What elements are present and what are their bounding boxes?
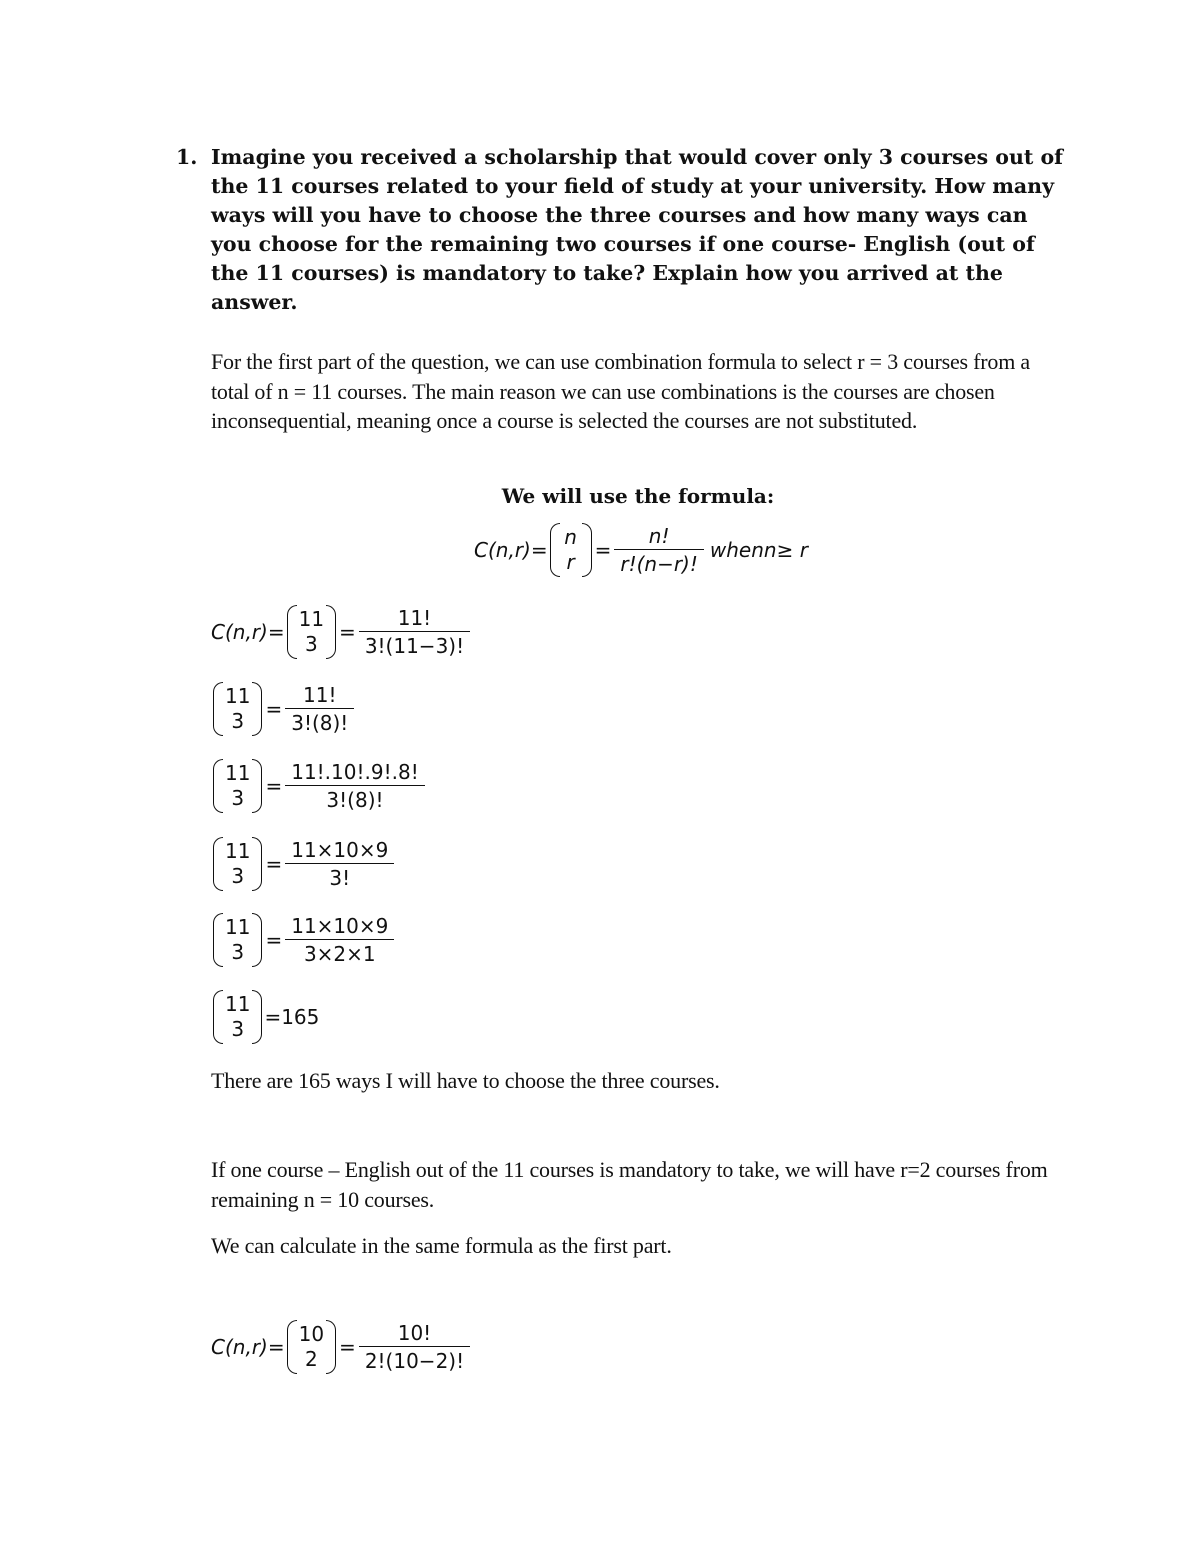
same-formula-paragraph: We can calculate in the same formula as the first part. xyxy=(211,1233,672,1258)
fraction-denominator: 2!(10−2)! xyxy=(364,1349,465,1373)
formula-lhs: C(n,r)= xyxy=(211,1335,285,1359)
fraction-numerator: 11! xyxy=(397,606,432,630)
fraction-numerator: 11!.10!.9!.8! xyxy=(291,760,419,784)
fraction xyxy=(285,838,394,890)
equals-sign: = xyxy=(339,620,356,644)
fraction-numerator: 10! xyxy=(397,1321,432,1345)
binomial xyxy=(287,1320,336,1374)
binom-bottom: 3 xyxy=(231,1017,245,1041)
binom-top: 11 xyxy=(225,839,251,863)
binom-top: 10 xyxy=(298,1322,325,1346)
binom-top: 11 xyxy=(298,607,325,631)
equals-sign: = xyxy=(339,1335,356,1359)
binom-bottom: 3 xyxy=(231,940,245,964)
fraction-denominator: 3×2×1 xyxy=(303,942,376,966)
binomial xyxy=(213,990,262,1044)
equals-sign: = xyxy=(594,538,612,562)
equals-sign: = xyxy=(265,852,283,876)
step-5-formula xyxy=(211,913,396,967)
binomial xyxy=(213,913,262,967)
binom-bottom: 3 xyxy=(231,786,245,810)
fraction xyxy=(359,1321,470,1373)
step-4-formula xyxy=(211,837,396,891)
fraction xyxy=(285,760,425,812)
equals-sign: = xyxy=(265,697,283,721)
binom-top: 11 xyxy=(225,992,251,1016)
fraction-numerator: 11! xyxy=(303,683,337,707)
fraction xyxy=(285,683,354,735)
fraction xyxy=(285,914,394,966)
fraction-numerator: n! xyxy=(648,524,670,548)
step-3-formula xyxy=(211,759,427,813)
second-formula xyxy=(211,1320,472,1374)
binom-bottom: 3 xyxy=(304,632,318,656)
left-paren xyxy=(550,523,560,577)
result-paragraph: There are 165 ways I will have to choose the three courses. xyxy=(211,1068,720,1093)
binomial xyxy=(213,682,262,736)
binom-top: 11 xyxy=(225,915,251,939)
formula-lhs: C(n,r)= xyxy=(211,620,285,644)
binom-bottom: 2 xyxy=(304,1347,318,1371)
step-1-formula xyxy=(211,605,472,659)
equals-sign: = xyxy=(265,774,283,798)
step-6-formula xyxy=(211,990,319,1044)
formula-condition: whenn≥ r xyxy=(709,538,808,562)
fraction-numerator: 11×10×9 xyxy=(291,914,389,938)
formula-heading: We will use the formula: xyxy=(501,484,775,508)
binom-top: 11 xyxy=(225,761,251,785)
binom-bottom: 3 xyxy=(231,709,245,733)
binomial xyxy=(213,837,262,891)
question-text: Imagine you received a scholarship that would cover only 3 courses out of the 11 courses related to your field of study at your university. How many ways will you have to choose the three courses and how many ways can you choose for the remaining two courses if one course- English (out of the 11 courses) is mandatory to take? Explain how you arrived at the answer. xyxy=(211,145,1063,314)
binom-bottom: r xyxy=(566,550,575,574)
fraction-denominator: r!(n−r)! xyxy=(620,552,698,576)
binom-top: n xyxy=(564,525,577,549)
binomial xyxy=(213,759,262,813)
question-number: 1. xyxy=(176,145,198,169)
step-2-formula xyxy=(211,682,356,736)
fraction xyxy=(359,606,470,658)
general-formula xyxy=(474,523,808,577)
binom-top: 11 xyxy=(225,684,251,708)
fraction xyxy=(614,524,704,576)
fraction-numerator: 11×10×9 xyxy=(291,838,389,862)
binomial xyxy=(550,523,592,577)
right-paren xyxy=(582,523,592,577)
equals-sign: = xyxy=(265,928,283,952)
fraction-denominator: 3!(11−3)! xyxy=(364,634,465,658)
binom-bottom: 3 xyxy=(231,864,245,888)
mandatory-paragraph: If one course – English out of the 11 courses is mandatory to take, we will have r=2 courses from remaining n = 10 courses. xyxy=(211,1157,1048,1212)
binomial xyxy=(287,605,336,659)
intro-paragraph: For the first part of the question, we can use combination formula to select r = 3 courses from a total of n = 11 courses. The main reason we can use combinations is the courses are chosen inconsequential, meaning once a course is selected the courses are not substituted. xyxy=(211,349,1030,433)
fraction-denominator: 3!(8)! xyxy=(326,788,384,812)
fraction-denominator: 3! xyxy=(329,866,351,890)
formula-lhs: C(n,r)= xyxy=(474,538,548,562)
step-result: =165 xyxy=(264,1005,320,1029)
fraction-denominator: 3!(8)! xyxy=(291,711,349,735)
